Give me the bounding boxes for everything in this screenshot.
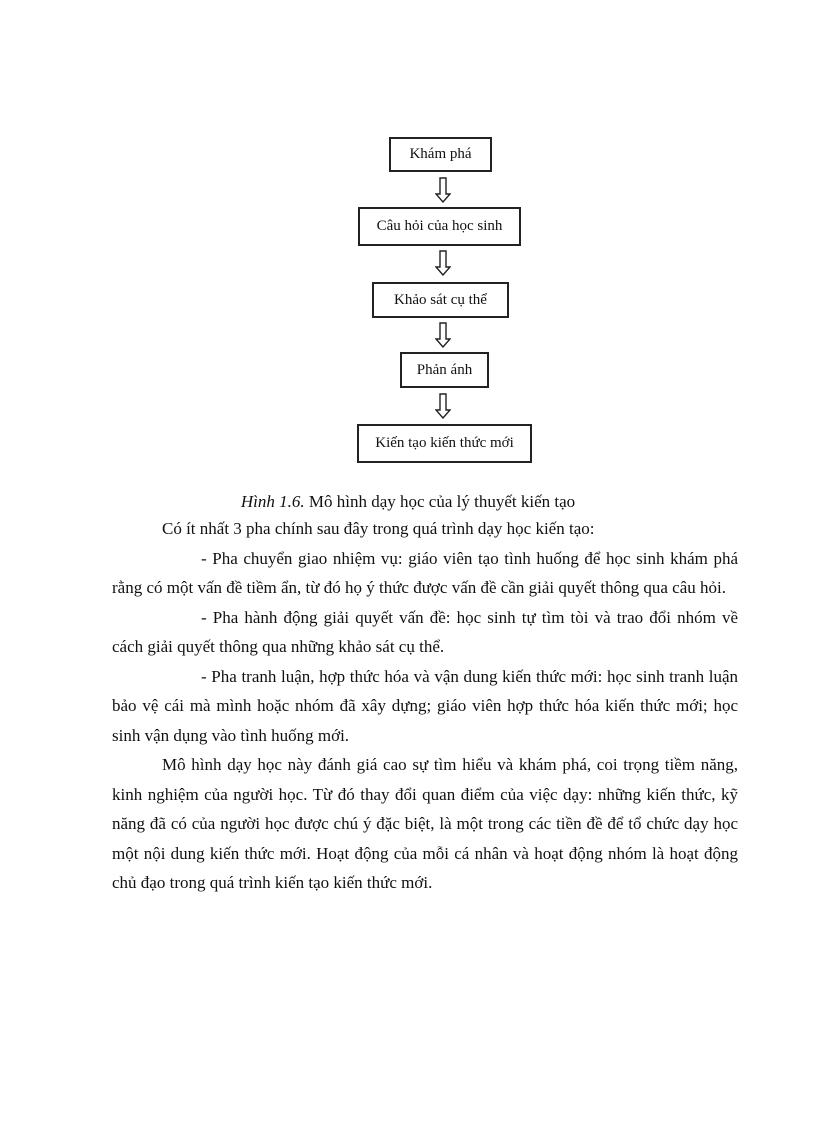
body-text	[112, 514, 738, 898]
flow-step-khao-sat: Khảo sát cụ thể	[372, 282, 509, 318]
flow-step-cau-hoi: Câu hỏi của học sinh	[358, 207, 521, 246]
intro-paragraph: Có ít nhất 3 pha chính sau đây trong quá trình dạy học kiến tạo:	[162, 519, 595, 538]
bullet-phase-3: - Pha tranh luận, hợp thức hóa và vận dung kiến thức mới: học sinh tranh luận bảo vệ cái mà mình hoặc nhóm đã xây dựng; giáo viên hợp thức hóa kiến thức mới; học sinh vận dụng vào tình huống mới.	[112, 666, 738, 745]
flowchart	[0, 0, 816, 480]
flow-step-kien-tao: Kiến tạo kiến thức mới	[357, 424, 532, 463]
flow-step-phan-anh: Phản ánh	[400, 352, 489, 388]
closing-paragraph: Mô hình dạy học này đánh giá cao sự tìm hiểu và khám phá, coi trọng tiềm năng, kinh nghiệm của người học. Từ đó thay đổi quan điểm của việc dạy: những kiến thức, kỹ năng đã có của người học được chú ý đặc biệt, là một trong các tiền đề để tổ chức dạy học một nội dung kiến thức mới. Hoạt động của mỗi cá nhân và hoạt động nhóm là hoạt động chủ đạo trong quá trình kiến tạo kiến thức mới.	[112, 755, 738, 892]
down-arrow-icon	[435, 177, 451, 203]
down-arrow-icon	[435, 322, 451, 348]
flow-step-kham-pha: Khám phá	[389, 137, 492, 172]
down-arrow-icon	[435, 393, 451, 419]
down-arrow-icon	[435, 250, 451, 276]
figure-caption	[0, 488, 816, 516]
figure-label: Hình 1.6.	[240, 492, 305, 511]
bullet-phase-1: - Pha chuyển giao nhiệm vụ: giáo viên tạo tình huống để học sinh khám phá rằng có một vấn đề tiềm ẩn, từ đó họ ý thức được vấn đề cần giải quyết thông qua câu hỏi.	[112, 548, 738, 597]
figure-title: Mô hình dạy học của lý thuyết kiến tạo	[304, 492, 576, 511]
bullet-phase-2: - Pha hành động giải quyết vấn đề: học sinh tự tìm tòi và trao đổi nhóm về cách giải quyết thông qua những khảo sát cụ thể.	[112, 607, 738, 656]
